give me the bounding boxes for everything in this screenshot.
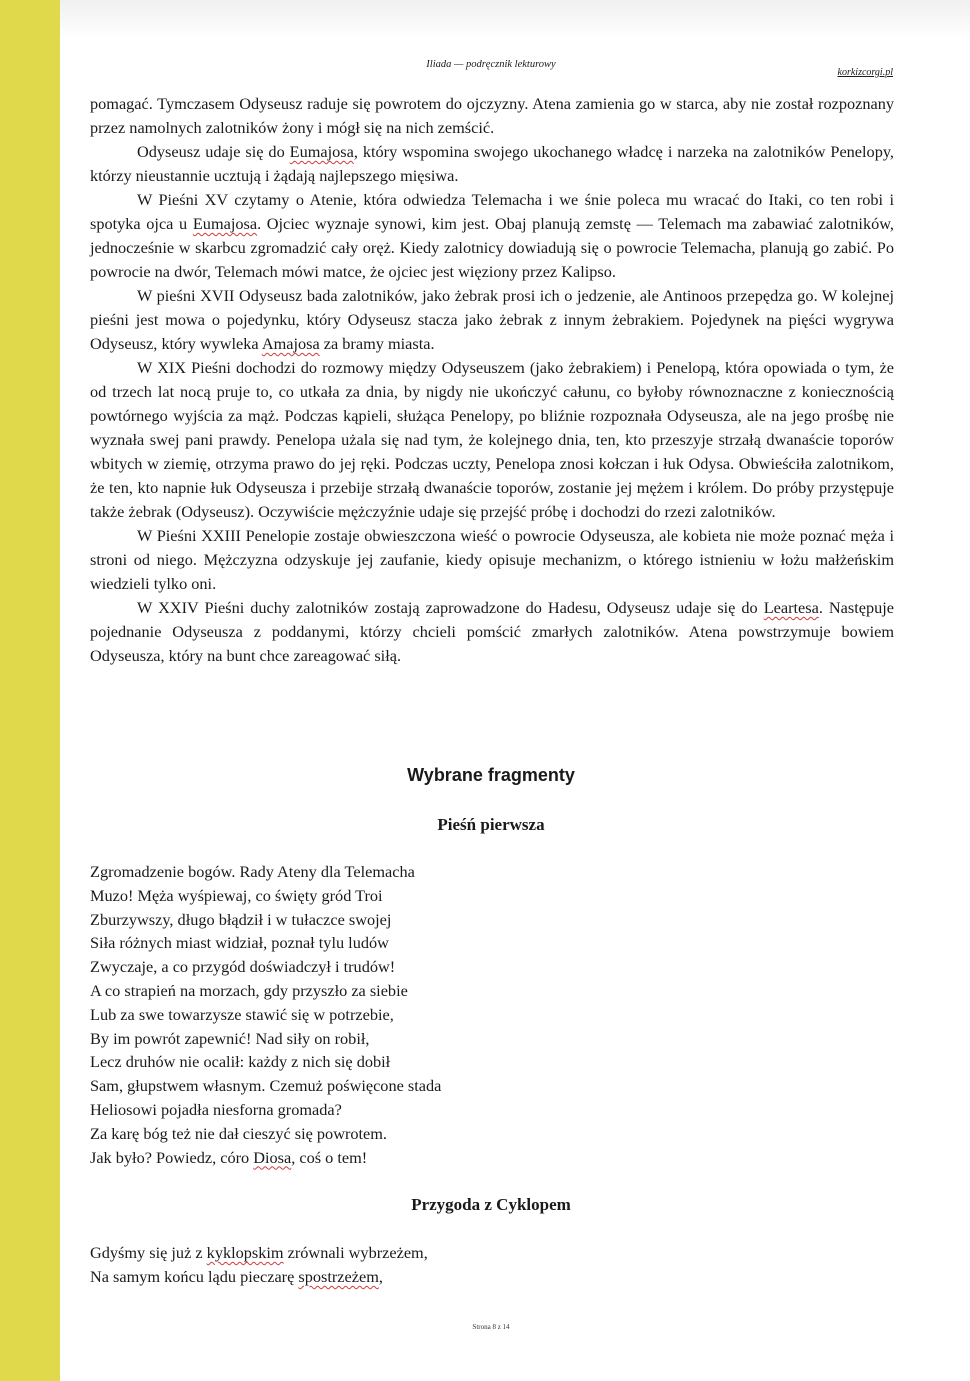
yellow-sidebar [0,0,60,1381]
poem-line: Za karę bóg też nie dał cieszyć się powrotem. [90,1123,388,1143]
summary-paragraph: W XIX Pieśni dochodzi do rozmowy między Odyseuszem (jako żebrakiem) i Penelopą, która opowiada o tym, że od trzech lat nocą pruje to, co utkała za dnia, by nigdy nie ukończyć całunu, co byłoby równoznaczne z koniecznością powtórnego wyjścia za mąż. Podczas kąpieli, służąca Penelopy, po bliźnie rozpoznała Odyseusza, ale na jego prośbę nie wyznała swej pani prawdy. Penelopa użala się nad tym, że kolejnego dnia, ten, kto przeszyje strzałą dwanaście toporów wbitych w ziemię, otrzyma prawo do jej ręki. Podczas uczty, Penelopa znosi kołczan i łuk Odysa. Obwieściła zalotnikom, że ten, kto napnie łuk Odyseusza i przebije strzałą dwanaście toporów, zostanie jej mężem i królem. Do próby przystępuje także żebrak (Odyseusz). Oczywiście mężczyźnie udaje się przejść próbę i dochodzi do rzezi zalotników. [90,358,894,521]
misspelled-word[interactable]: spostrzeżem [298,1266,379,1286]
misspelled-word[interactable]: Eumajosa [289,142,354,161]
poem-line: Siła różnych miast widział, poznał tylu ludów [90,933,389,953]
page-number: Strona 8 z 14 [472,1323,510,1331]
summary-paragraph: pomagać. Tymczasem Odyseusz raduje się powrotem do ojczyzny. Atena zamienia go w starca, aby nie został rozpoznany przez namolnych zalotników żony i mógł się na nich zemścić. [90,94,894,137]
running-header-title: Iliada — podręcznik lekturowy [426,59,556,70]
page-top-shadow [60,0,970,40]
summary-paragraph: W pieśni XVII Odyseusz bada zalotników, jako żebrak prosi ich o jedzenie, ale Antinoos przepędza go. W kolejnej pieśni jest mowa o pojedynku, który Odyseusz stacza jako żebrak z innym żebrakiem. Pojedynek na pięści wygrywa Odyseusz, który wywleka Amajosa za bramy miasta. [90,286,894,353]
section-heading: Wybrane fragmenty [407,765,575,785]
summary-paragraph: W Pieśni XV czytamy o Atenie, która odwiedza Telemacha i we śnie poleca mu wracać do Itaki, co ten robi i spotyka ojca u Eumajosa. Ojciec wyznaje synowi, kim jest. Obaj planują zemstę — Telemach ma zabawiać zalotników, jednocześnie w skarbcu zgromadzić cały oręż. Kiedy zalotnicy dowiadują się o powrocie Telemacha, planują go zabić. Po powrocie na dwór, Telemach mówi matce, że ojciec jest więziony przez Kalipso. [90,190,894,281]
poem-line: Zgromadzenie bogów. Rady Ateny dla Telemacha [90,862,415,881]
poem-line: Zwyczaje, a co przygód doświadczył i trudów! [90,957,396,977]
misspelled-word[interactable]: Eumajosa [192,214,258,233]
song-title: Przygoda z Cyklopem [411,1195,571,1214]
poem-line: Lub za swe towarzysze stawić się w potrzebie, [90,1004,394,1024]
poem-line: Zburzywszy, długo błądził i w tułaczce swojej [90,909,392,929]
misspelled-word[interactable]: kyklopskim [206,1243,284,1262]
summary-paragraph: W XXIV Pieśni duchy zalotników zostają zaprowadzone do Hadesu, Odyseusz udaje się do Leartesa. Następuje pojednanie Odyseusza z poddanymi, którzy chcieli pomścić zmarłych zalotników. Atena powstrzymuje bowiem Odyseusza, który na bunt chce zareagować siłą. [90,598,894,665]
song-title: Pieśń pierwsza [437,815,545,834]
site-link[interactable]: korkizcorgi.pl [837,67,893,78]
poem-fragment-2 [90,1241,894,1289]
poem-line: Sam, głupstwem własnym. Czemuż poświęcone stada [90,1076,442,1096]
misspelled-word[interactable]: Leartesa [763,598,819,617]
misspelled-word[interactable]: Diosa [253,1147,292,1167]
poem-line: Heliosowi pojadła niesforna gromada? [90,1099,342,1119]
misspelled-word[interactable]: Amajosa [261,334,320,353]
poem-line: Jak było? Powiedz, córo Diosa, coś o tem! [90,1147,368,1167]
document-page [60,0,970,1381]
poem-line: Lecz druhów nie ocalił: każdy z nich się dobił [90,1052,391,1072]
summary-paragraph: W Pieśni XXIII Penelopie zostaje obwieszczona wieść o powrocie Odyseusza, ale kobieta nie może poznać męża i stroni od niego. Mężczyzna odzyskuje jej zaufanie, kiedy opisuje mechanizm, o którego istnieniu w łożu małżeńskim wiedzieli tylko oni. [90,526,894,593]
poem-line: Na samym końcu lądu pieczarę spostrzeżem, [90,1266,383,1286]
summary-text [90,92,894,668]
summary-paragraph: Odyseusz udaje się do Eumajosa, który wspomina swojego ukochanego władcę i narzeka na zalotników Penelopy, którzy nieustannie ucztują i żądają najlepszego mięsiwa. [90,142,894,185]
poem-fragment-1 [90,860,894,1169]
poem-line: Gdyśmy się już z kyklopskim zrównali wybrzeżem, [90,1243,428,1262]
poem-line: Muzo! Męża wyśpiewaj, co święty gród Troi [90,885,383,905]
poem-line: By im powrót zapewnić! Nad siły on robił, [90,1028,370,1048]
poem-line: A co strapień na morzach, gdy przyszło za siebie [90,980,408,1000]
